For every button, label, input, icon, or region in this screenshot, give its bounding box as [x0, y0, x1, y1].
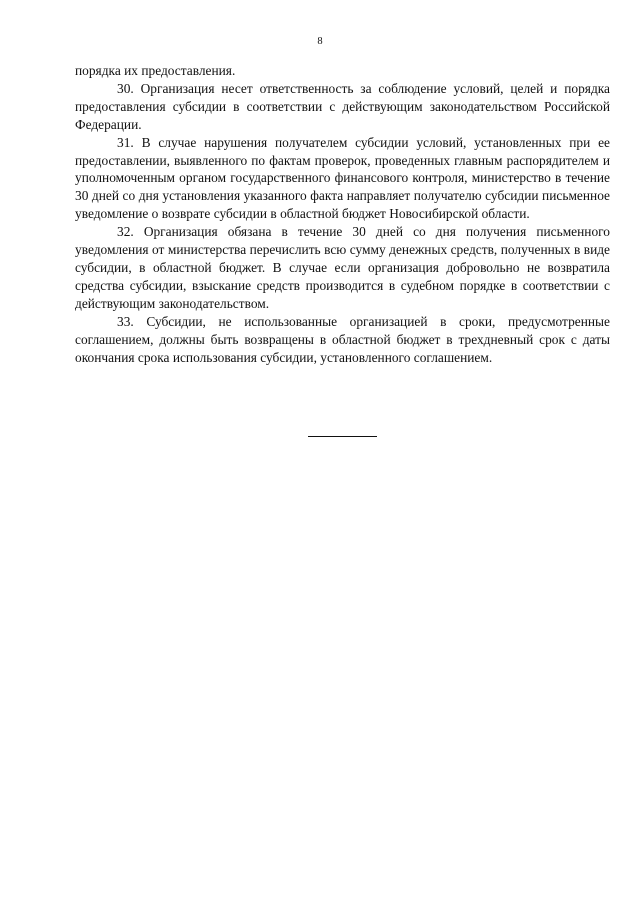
page-number: 8	[317, 36, 323, 47]
paragraph-30: 30. Организация несет ответственность за соблюдение условий, целей и порядка предоставления субсидии в соответствии с действующим законодательством Российской Федерации.	[75, 80, 610, 132]
document-body	[75, 62, 610, 366]
paragraph-33: 33. Субсидии, не использованные организацией в сроки, предусмотренные соглашением, должны быть возвращены в областной бюджет в трехдневный срок с даты окончания срока использования субсидии, установленного соглашением.	[75, 313, 610, 365]
paragraph-continuation: порядка их предоставления.	[75, 63, 236, 78]
paragraph-32: 32. Организация обязана в течение 30 дней со дня получения письменного уведомления от министерства перечислить всю сумму денежных средств, полученных в виде субсидии, в областной бюджет. В случае если организация добровольно не возвратила средства субсидии, взыскание средств производится в судебном порядке в соответствии с действующим законодательством.	[75, 224, 610, 311]
paragraph-31: 31. В случае нарушения получателем субсидии условий, установленных при ее предоставлении, выявленного по фактам проверок, проведенных главным распорядителем и уполномоченным органом государственного финансового контроля, министерство в течение 30 дней со дня установления указанного факта направляет получателю субсидии письменное уведомление о возврате субсидии в областной бюджет Новосибирской области.	[75, 134, 610, 222]
end-divider-line	[308, 436, 377, 437]
